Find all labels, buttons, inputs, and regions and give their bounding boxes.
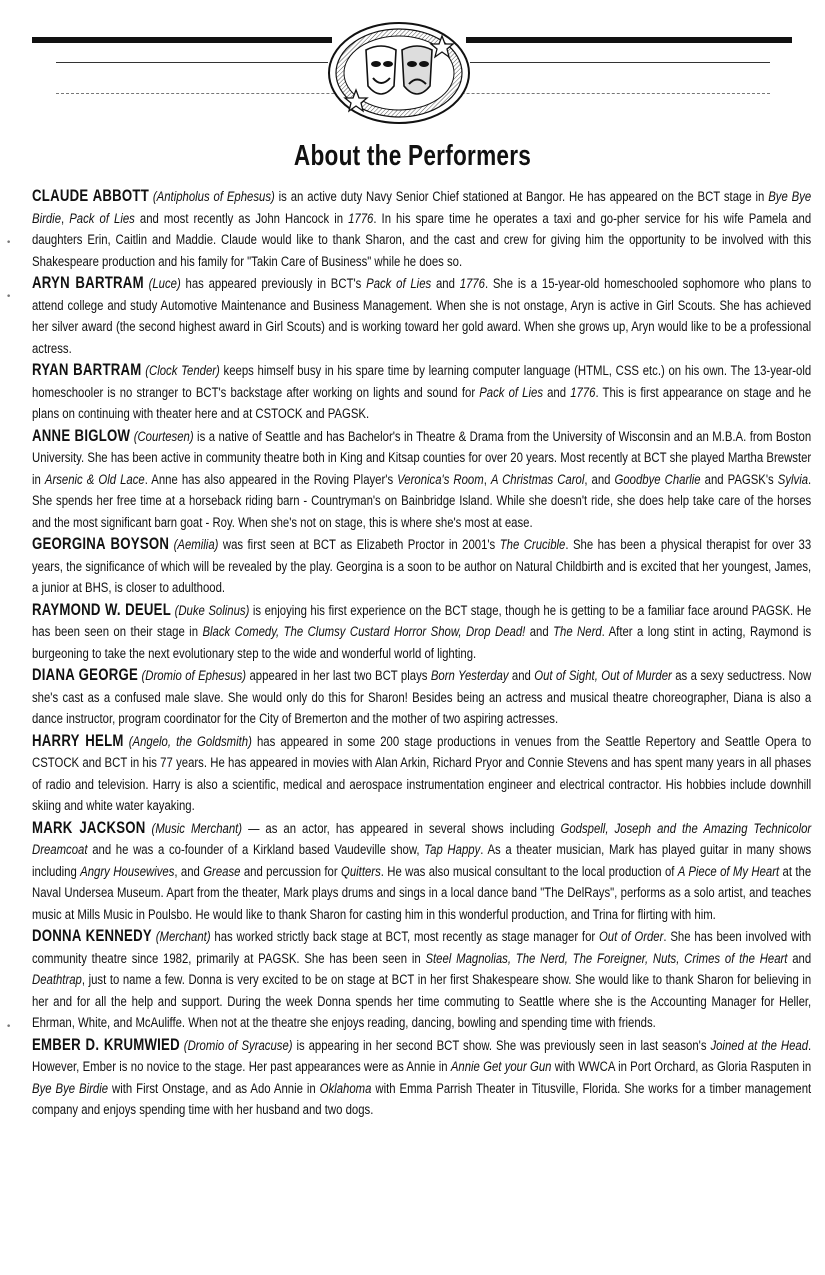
bio-text: appeared in her last two BCT plays (246, 668, 431, 684)
bio-ember-krumwied (32, 1035, 811, 1122)
show-title: Arsenic & Old Lace (44, 471, 145, 488)
performer-name: CLAUDE ABBOTT (32, 187, 149, 205)
performer-name: RYAN BARTRAM (32, 361, 142, 379)
performer-role: (Merchant) (155, 929, 211, 945)
performer-role: (Music Merchant) (151, 820, 243, 837)
performer-name: ANNE BIGLOW (32, 426, 131, 445)
show-title: The Crucible (499, 537, 566, 553)
performer-name: GEORGINA BOYSON (32, 535, 170, 553)
show-title: Joined at the Head (710, 1037, 809, 1054)
header-thin-rule-left (56, 62, 328, 63)
page-title: About the Performers (293, 140, 532, 172)
bio-text: , just to name a few. Donna is very excited to be on stage at BCT in her first Shakespeare show. She would like to thank Sharon for believing in her and for all the help and support. During the week Donna spends her time commuting to Seattle where she is the Accounting Manager for Heller, Ehrman, White, and McAuliffe. When not at the theatre she enjoys reading, dancing, bowling and spending time with friends. (32, 972, 812, 1031)
bio-text: , (483, 471, 491, 488)
show-title: A Piece of My Heart (677, 863, 780, 880)
show-title: Out of Sight, Out of Murder (534, 668, 672, 684)
show-title: 1776 (348, 210, 374, 227)
bio-text: was first seen at BCT as Elizabeth Proctor in 2001's (218, 537, 500, 553)
show-title: Bye Bye Birdie (32, 189, 812, 227)
performer-role: (Duke Solinus) (174, 602, 250, 619)
margin-mark: • (6, 238, 12, 248)
performer-role: (Dromio of Syracuse) (183, 1037, 293, 1054)
bio-donna-kennedy (32, 926, 811, 1035)
bio-text: and he was a co-founder of a Kirkland based Vaudeville show, (87, 842, 425, 858)
margin-mark: • (6, 292, 12, 302)
show-title: Goodbye Charlie (614, 471, 701, 488)
bio-text: is a native of Seattle and has Bachelor's in Theatre & Drama from the University of Wisconsin and an M.B.A. from Boston University. She has been active in community theatre both in King and Kitsap counties for over 20 years. Most recently at BCT she played Martha Brewster in (32, 428, 812, 488)
show-title: 1776 (570, 384, 596, 401)
bio-text: with Emma Parrish Theater in Titusville, Florida. She works for a timber management company and enjoys spending time with her husband and two dogs. (32, 1080, 812, 1118)
performer-name: MARK JACKSON (32, 818, 146, 837)
performer-bios (32, 186, 811, 1122)
performer-role: (Angelo, the Goldsmith) (128, 733, 252, 750)
bio-text: has appeared in some 200 stage productions in venues from the Seattle Repertory and Seattle Opera to CSTOCK and BCT in his 77 years. He has appeared in movies with Alan Arkin, Richard Pryor and Connie Stevens and has spent many years in all phases of radio and television. Harry is also a scientific, medical and aerospace instrumentation engineer and electrical contractor. His hobbies include downhill skiing and white water kayaking. (32, 733, 812, 814)
bio-text: . She has been involved with community theatre since 1982, primarily at PAGSK. She has been seen in (32, 929, 812, 967)
performer-name: ARYN BARTRAM (32, 274, 144, 292)
bio-text: and (508, 668, 535, 684)
show-title: Godspell, Joseph and the Amazing Technicolor Dreamcoat (32, 820, 812, 858)
theater-masks-emblem (326, 20, 472, 126)
bio-text: , (61, 210, 70, 227)
show-title: Quitters (341, 863, 381, 880)
show-title: Angry Housewives (80, 863, 175, 880)
bio-text: with WWCA in Port Orchard, as Gloria Rasputen in (551, 1059, 812, 1075)
performer-role: (Dromio of Ephesus) (141, 668, 247, 684)
show-title: Pack of Lies (366, 276, 432, 292)
bio-mark-jackson (32, 818, 811, 927)
bio-text: is enjoying his first experience on the BCT stage, though he is getting to be a familiar face around PAGSK. He has been seen on their stage in (32, 602, 812, 640)
bio-text: has appeared previously in BCT's (180, 276, 367, 292)
bio-text: . She has been a physical therapist for over 33 years, the significance of which will be revealed by the play. Georgina is a soon to be author on Natural Childbirth and is excited that her youngest, James, a junior at BHS, is closer to adulthood. (32, 537, 812, 596)
bio-harry-helm (32, 731, 811, 818)
bio-text: and percussion for (240, 863, 342, 880)
bio-text: and (787, 950, 812, 967)
show-title: The Nerd (553, 624, 602, 640)
bio-text: , and (174, 863, 204, 880)
bio-text: . She spends her free time at a horseback riding barn - Countryman's on Bainbridge Island. While she doesn't ride, she does help take care of the horses and the most significant barn goat - Roy. When she's not on stage, this is where she's most at ease. (32, 471, 812, 531)
show-title: Sylvia (777, 471, 809, 488)
bio-text: . He was also musical consultant to the local production of (380, 863, 678, 880)
bio-text: . As a theater musician, Mark has played guitar in many shows including (32, 842, 812, 880)
performer-name: DONNA KENNEDY (32, 927, 152, 945)
performer-role: (Clock Tender) (145, 363, 220, 379)
show-title: Pack of Lies (69, 210, 135, 227)
performer-role: (Courtesen) (133, 428, 194, 445)
show-title: Steel Magnolias, The Nerd, The Foreigner, Nuts, Crimes of the Heart (425, 950, 788, 967)
bio-text: keeps himself busy in his spare time by learning computer language (HTML, CSS etc.) on his own. The 13-year-old homeschooler is no stranger to BCT's backstage after working on lights and sound for (32, 363, 812, 401)
performer-role: (Aemilia) (173, 537, 219, 553)
show-title: Out of Order (598, 929, 664, 945)
bio-text: and (525, 624, 554, 640)
bio-text: and most recently as John Hancock in (134, 210, 349, 227)
show-title: Bye Bye Birdie (32, 1080, 109, 1097)
show-title: Oklahoma (319, 1080, 372, 1097)
header-rule-right (466, 37, 792, 43)
bio-text: — as an actor, has appeared in several shows including (242, 820, 561, 837)
bio-aryn-bartram (32, 273, 811, 360)
show-title: Grease (203, 863, 241, 880)
bio-text: . However, Ember is no novice to the stage. Her past appearances were as Annie in (32, 1037, 812, 1075)
show-title: Annie Get your Gun (450, 1059, 552, 1075)
show-title: Tap Happy (424, 842, 481, 858)
bio-text: and PAGSK's (700, 471, 778, 488)
performer-name: RAYMOND W. DEUEL (32, 600, 172, 619)
show-title: A Christmas Carol (490, 471, 585, 488)
bio-text: . Anne has also appeared in the Roving Player's (144, 471, 398, 488)
performer-role: (Antipholus of Ephesus) (152, 189, 275, 205)
show-title: Veronica's Room (397, 471, 484, 488)
margin-mark: • (6, 1022, 12, 1032)
bio-text: has worked strictly back stage at BCT, most recently as stage manager for (210, 929, 599, 945)
bio-raymond-deuel (32, 600, 811, 666)
bio-text: , and (584, 471, 615, 488)
bio-text: with First Onstage, and as Ado Annie in (108, 1080, 320, 1097)
show-title: Born Yesterday (430, 668, 509, 684)
performer-name: DIANA GEORGE (32, 666, 139, 684)
show-title: Pack of Lies (479, 384, 543, 401)
bio-text: as a sexy seductress. Now she's cast as a confused male slave. She would only do this for Sharon! Besides being an actress and musical theatre choreographer, Diana is also a dance instructor, program coordinator for the City of Bremerton and the mother of two aspiring actresses. (32, 668, 812, 727)
performer-name: HARRY HELM (32, 731, 124, 750)
show-title: Black Comedy, The Clumsy Custard Horror Show, Drop Dead! (202, 624, 526, 640)
bio-text: . She is a 15-year-old homeschooled sophomore who plans to attend college and study Automotive Maintenance and Business Management. When she is not onstage, Aryn is active in Girl Scouts. She has achieved her silver award (the second highest award in Girl Scouts) and is working toward her gold award. When she grows up, Aryn would like to be a professional actress. (32, 276, 812, 357)
header-rule-left (32, 37, 332, 43)
bio-ryan-bartram (32, 360, 811, 426)
bio-text: is an active duty Navy Senior Chief stationed at Bangor. He has appeared on the BCT stage in (274, 189, 769, 205)
show-title: 1776 (459, 276, 485, 292)
performer-name: EMBER D. KRUMWIED (32, 1035, 180, 1054)
bio-text: and (543, 384, 571, 401)
bio-text: at the Naval Undersea Museum. Apart from the theater, Mark plays drums and sings in a local dance band "The DelRays", performs as a solo artist, and teaches music at Mills Music in Poulsbo. He would like to thank Sharon for casting him in this wonderful production, and Trina for flirting with him. (32, 863, 812, 923)
bio-text: . In his spare time he operates a taxi and go-pher service for his wife Pamela and daughters Erin, Caitlin and Maddie. Claude would like to thank Sharon, and the cast and crew for giving him the opportunity to be involved with this Shakespeare production and his family for "Takin Care of Business" while he does so. (32, 210, 812, 270)
bio-anne-biglow (32, 426, 811, 535)
bio-text: . After a long stint in acting, Raymond is burgeoning to take the next evolutionary step to the wide and wonderful world of lighting. (32, 624, 812, 662)
bio-text: is appearing in her second BCT show. She was previously seen in last season's (292, 1037, 711, 1054)
bio-diana-george (32, 665, 811, 731)
header-thin-rule-right (470, 62, 770, 63)
show-title: Deathtrap (32, 972, 82, 988)
bio-claude-abbott (32, 186, 811, 273)
bio-text: and (431, 276, 460, 292)
performer-role: (Luce) (148, 276, 181, 292)
bio-text: . This is first appearance on stage and he plans on continuing with theater here and at CSTOCK and PAGSK. (32, 384, 812, 422)
bio-georgina-boyson (32, 534, 811, 600)
